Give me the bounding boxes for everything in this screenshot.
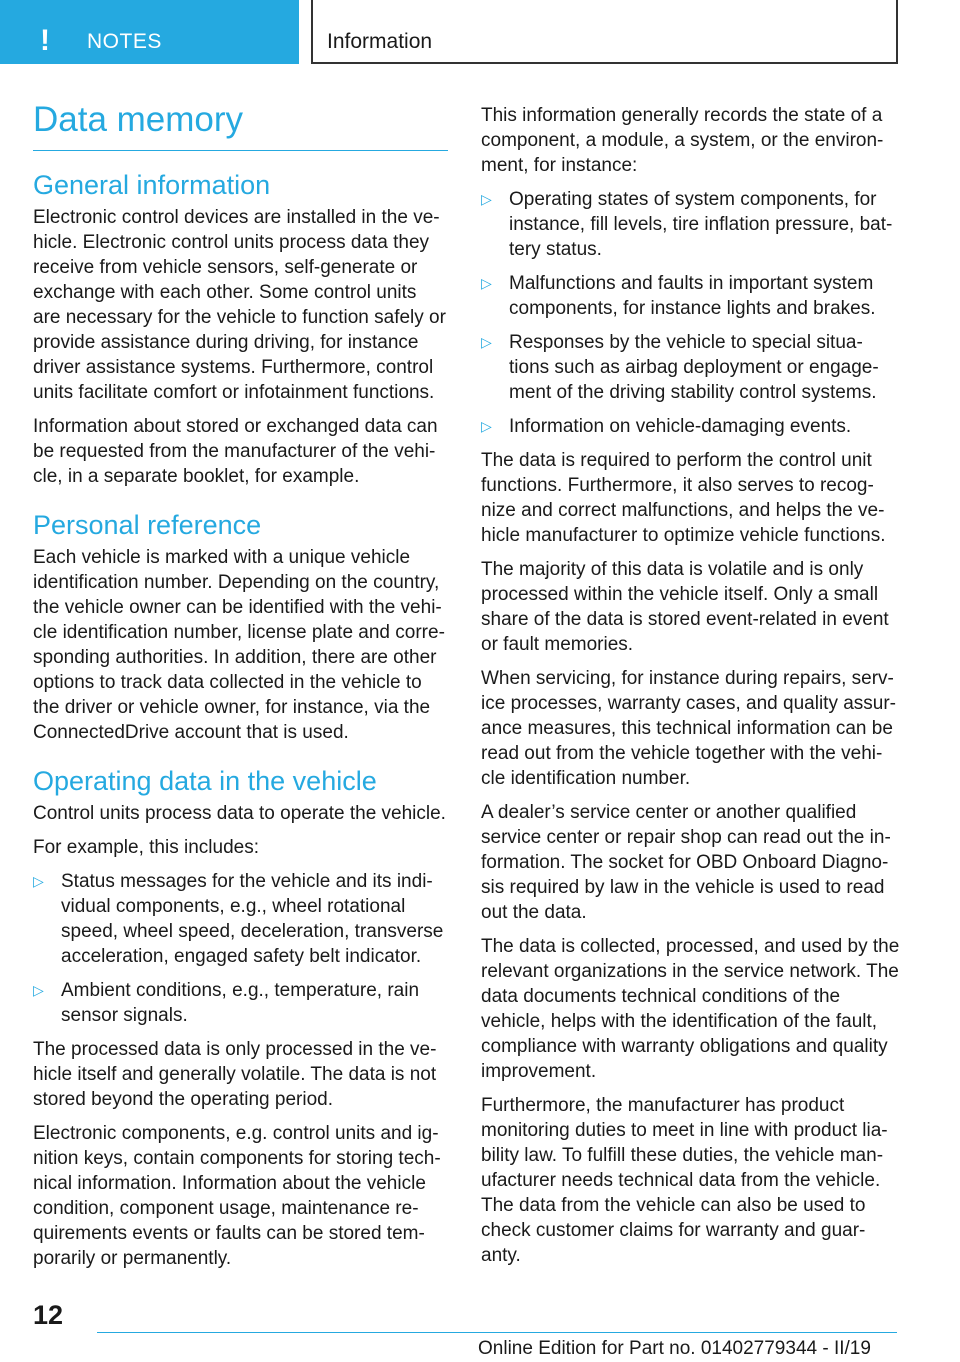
list-item-text: Information on vehicle-damaging events. — [509, 416, 852, 437]
heading-operating-data: Operating data in the vehicle — [33, 766, 377, 796]
paragraph: For example, this includes: — [33, 837, 259, 858]
paragraph: Each vehicle is marked with a unique vehicle identification number. Depending on the country, the vehicle owner can be identified with the vehi-cle identification number, license plate and corre-sponding authorities. In addition, there are other options to track data collected in the vehicle to the driver or vehicle owner, for instance, via the ConnectedDrive account that is used. — [33, 547, 445, 743]
paragraph: A dealer’s service center or another qualified service center or repair shop can read out the in-formation. The socket for OBD Onboard Diagno-sis required by law in the vehicle is used to read out the data. — [481, 802, 891, 923]
header-section-frame — [311, 0, 898, 64]
paragraph: The data is required to perform the control unit functions. Furthermore, it also serves to recog-nize and correct malfunctions, and helps the ve-hicle manufacturer to optimize vehicle functions. — [481, 450, 886, 546]
header-notes-tab — [0, 0, 299, 64]
list-item — [481, 187, 901, 262]
paragraph: This information generally records the state of a component, a module, a system, or the environ-ment, for instance: — [481, 105, 884, 176]
paragraph: Electronic components, e.g. control units and ig-nition keys, contain components for storing tech-nical information. Information about the vehicle condition, component usage, maintenance re-quirements events or faults can be stored tem-porarily or permanently. — [33, 1123, 441, 1269]
paragraph: Furthermore, the manufacturer has product monitoring duties to meet in line with product lia-bility law. To fulfill these duties, the vehicle man-ufacturer needs technical data from the vehicle. The data from the vehicle can also be used to check customer claims for warranty and guar-anty. — [481, 1095, 888, 1266]
bullet-list — [33, 869, 448, 1028]
triangle-bullet-icon: ▷ — [33, 982, 44, 998]
paragraph: The processed data is only processed in the ve-hicle itself and generally volatile. The data is not stored beyond the operating period. — [33, 1039, 437, 1110]
paragraph: Control units process data to operate the vehicle. — [33, 803, 446, 824]
list-item-text: Malfunctions and faults in important system components, for instance lights and brakes. — [509, 273, 876, 319]
footer-divider — [97, 1332, 897, 1333]
triangle-bullet-icon: ▷ — [33, 873, 44, 889]
list-item — [481, 330, 901, 405]
paragraph: Electronic control devices are installed in the ve-hicle. Electronic control units process data they receive from vehicle sensors, self-generate or exchange with each other. Some control units are necessary for the vehicle to function safely or provide assistance during driving, for instance driver assistance systems. Furthermore, control units facilitate comfort or infotainment functions. — [33, 207, 446, 403]
right-column — [481, 103, 901, 1277]
left-column — [33, 96, 448, 1280]
bullet-list — [481, 187, 901, 439]
list-item — [481, 271, 901, 321]
list-item — [33, 978, 448, 1028]
exclamation-icon: ! — [40, 24, 50, 57]
list-item-text: Responses by the vehicle to special situa-tions such as airbag deployment or engage-ment of the driving stability control systems. — [509, 332, 879, 403]
triangle-bullet-icon: ▷ — [481, 275, 492, 291]
paragraph: Information about stored or exchanged data can be requested from the manufacturer of the vehi-cle, in a separate booklet, for example. — [33, 416, 438, 487]
paragraph: The data is collected, processed, and used by the relevant organizations in the service network. The data documents technical conditions of the vehicle, helps with the identification of the fault, compliance with warranty obligations and quality improvement. — [481, 936, 900, 1082]
header-section-title: Information — [327, 30, 433, 53]
heading-personal-reference: Personal reference — [33, 510, 262, 540]
triangle-bullet-icon: ▷ — [481, 191, 492, 207]
list-item-text: Ambient conditions, e.g., temperature, rain sensor signals. — [61, 980, 420, 1026]
triangle-bullet-icon: ▷ — [481, 418, 492, 434]
list-item-text: Operating states of system components, for instance, fill levels, tire inflation pressure, bat-tery status. — [509, 189, 893, 260]
list-item-text: Status messages for the vehicle and its indi-vidual components, e.g., wheel rotational speed, wheel speed, deceleration, transverse acceleration, engaged safety belt indicator. — [61, 871, 444, 967]
paragraph: When servicing, for instance during repairs, serv-ice processes, warranty cases, and quality assur-ance measures, this technical information can be read out from the vehicle together with the vehi-cle identification number. — [481, 668, 897, 789]
page-title: Data memory — [33, 96, 448, 151]
heading-general-information: General information — [33, 170, 271, 200]
list-item — [481, 414, 901, 439]
footer-edition: Online Edition for Part no. 01402779344 - II/19 — [478, 1338, 871, 1359]
list-item — [33, 869, 448, 969]
paragraph: The majority of this data is volatile and is only processed within the vehicle itself. Only a small share of the data is stored event-related in event or fault memories. — [481, 559, 889, 655]
triangle-bullet-icon: ▷ — [481, 334, 492, 350]
header-tab-label: NOTES — [87, 30, 162, 53]
page-number: 12 — [33, 1300, 64, 1330]
